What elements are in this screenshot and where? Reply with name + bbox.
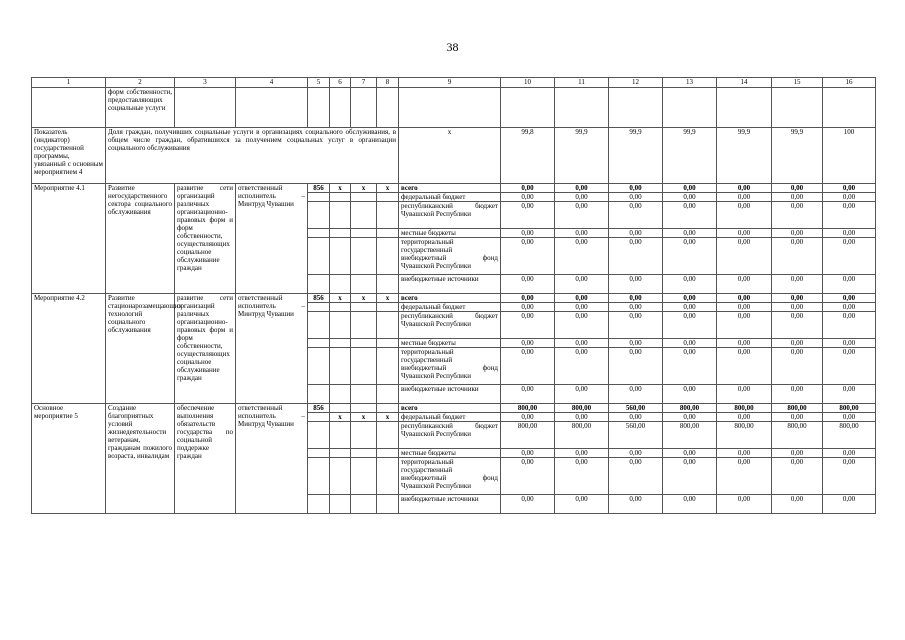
amount-cell: 0,00 [717, 193, 772, 202]
amount-cell: 0,00 [823, 193, 876, 202]
indicator-value: 99,9 [609, 128, 663, 184]
amount-cell: 0,00 [555, 458, 609, 495]
table-cell [351, 449, 377, 458]
responsible-executor: ответственный исполнитель – Минтруд Чувашии [236, 404, 308, 514]
table-cell [32, 88, 106, 128]
amount-cell: 0,00 [501, 184, 555, 193]
amount-cell: 0,00 [772, 229, 823, 238]
amount-cell: 0,00 [772, 294, 823, 303]
amount-cell: 0,00 [609, 193, 663, 202]
table-cell [377, 458, 399, 495]
amount-cell: 0,00 [609, 385, 663, 404]
amount-cell: 800,00 [663, 422, 717, 449]
measure-goal: развитие сети организаций различных организационно-правовых форм и форм собственности, осуществляющих социальное обслуживание граждан [175, 184, 236, 294]
measure-name: Мероприятие 4.1 [32, 184, 106, 294]
amount-cell: 0,00 [717, 275, 772, 294]
amount-cell: 0,00 [609, 275, 663, 294]
amount-cell: 0,00 [555, 193, 609, 202]
amount-cell: 0,00 [772, 184, 823, 193]
amount-cell: 0,00 [823, 339, 876, 348]
table-cell [308, 88, 330, 128]
amount-cell: 0,00 [609, 202, 663, 229]
amount-cell: 0,00 [663, 303, 717, 312]
amount-cell: 0,00 [663, 294, 717, 303]
amount-cell: 0,00 [501, 303, 555, 312]
table-cell [308, 275, 330, 294]
table-cell [663, 88, 717, 128]
amount-cell: 0,00 [663, 184, 717, 193]
amount-cell: 0,00 [609, 229, 663, 238]
code-cell: х [377, 184, 399, 193]
code-cell: х [351, 294, 377, 303]
indicator-value: 99,9 [555, 128, 609, 184]
table-cell [377, 88, 399, 128]
column-number-header: 3 [175, 78, 236, 88]
amount-cell: 0,00 [555, 449, 609, 458]
amount-cell: 0,00 [501, 275, 555, 294]
indicator-text: Доля граждан, получивших социальные услуги в организациях социального обслуживания, в общем числе граждан, обратившихся за получением социальных услуг в организации социального обслуживания [106, 128, 399, 184]
amount-cell: 0,00 [663, 458, 717, 495]
responsible-executor: ответственный исполнитель – Минтруд Чувашии [236, 294, 308, 404]
amount-cell: 0,00 [717, 495, 772, 514]
amount-cell: 0,00 [717, 385, 772, 404]
amount-cell: 0,00 [772, 312, 823, 339]
indicator-label: Показатель (индикатор) государственной программы, увязанный с основным мероприятием 4 [32, 128, 106, 184]
code-cell: х [351, 413, 377, 422]
funding-source: всего [399, 404, 501, 413]
amount-cell: 0,00 [772, 385, 823, 404]
amount-cell: 0,00 [717, 202, 772, 229]
amount-cell: 0,00 [555, 294, 609, 303]
amount-cell: 0,00 [717, 413, 772, 422]
amount-cell: 0,00 [663, 275, 717, 294]
table-cell [377, 495, 399, 514]
funding-source: всего [399, 184, 501, 193]
page-number: 38 [446, 40, 459, 54]
funding-source: федеральный бюджет [399, 413, 501, 422]
amount-cell: 0,00 [501, 193, 555, 202]
funding-source: федеральный бюджет [399, 193, 501, 202]
amount-cell: 0,00 [823, 495, 876, 514]
column-number-header: 9 [399, 78, 501, 88]
table-cell [351, 238, 377, 275]
column-number-header: 1 [32, 78, 106, 88]
table-cell [330, 449, 351, 458]
amount-cell: 0,00 [772, 495, 823, 514]
measure-goal: развитие сети организаций различных организационно-правовых форм и форм собственности, осуществляющих социальное обслуживание граждан [175, 294, 236, 404]
funding-source: внебюджетные источники [399, 275, 501, 294]
amount-cell: 0,00 [663, 348, 717, 385]
table-cell [351, 385, 377, 404]
column-number-header: 10 [501, 78, 555, 88]
table-cell [330, 495, 351, 514]
table-cell [308, 229, 330, 238]
table-cell [772, 88, 823, 128]
amount-cell: 800,00 [501, 404, 555, 413]
amount-cell: 0,00 [501, 458, 555, 495]
funding-source: республиканский бюджет Чувашской Республики [399, 422, 501, 449]
table-cell [377, 238, 399, 275]
budget-table [31, 77, 876, 514]
amount-cell: 0,00 [823, 312, 876, 339]
amount-cell: 0,00 [717, 303, 772, 312]
amount-cell: 0,00 [772, 275, 823, 294]
amount-cell: 0,00 [609, 495, 663, 514]
grbs-code: 856 [308, 404, 330, 413]
amount-cell: 0,00 [555, 385, 609, 404]
amount-cell: 0,00 [501, 294, 555, 303]
amount-cell: 0,00 [823, 413, 876, 422]
amount-cell: 0,00 [772, 449, 823, 458]
column-number-header: 8 [377, 78, 399, 88]
column-number-header: 7 [351, 78, 377, 88]
table-cell [399, 88, 501, 128]
table-cell [308, 413, 330, 422]
table-cell [377, 275, 399, 294]
amount-cell: 0,00 [555, 339, 609, 348]
table-cell [308, 422, 330, 449]
table-cell [308, 202, 330, 229]
amount-cell: 0,00 [823, 449, 876, 458]
table-cell [555, 88, 609, 128]
code-cell: х [377, 413, 399, 422]
table-cell [308, 312, 330, 339]
table-cell [175, 88, 236, 128]
table-cell [330, 193, 351, 202]
amount-cell: 0,00 [717, 348, 772, 385]
amount-cell: 560,00 [609, 422, 663, 449]
amount-cell: 0,00 [823, 303, 876, 312]
amount-cell: 0,00 [663, 413, 717, 422]
table-cell [351, 348, 377, 385]
indicator-value: 99,9 [772, 128, 823, 184]
column-number-header: 5 [308, 78, 330, 88]
table-cell [377, 422, 399, 449]
table-cell [377, 385, 399, 404]
funding-source: местные бюджеты [399, 449, 501, 458]
amount-cell: 0,00 [501, 339, 555, 348]
amount-cell: 0,00 [717, 184, 772, 193]
funding-source: местные бюджеты [399, 339, 501, 348]
code-cell: х [330, 184, 351, 193]
table-cell [330, 88, 351, 128]
amount-cell: 0,00 [772, 238, 823, 275]
responsible-executor: ответственный исполнитель – Минтруд Чувашии [236, 184, 308, 294]
table-cell [330, 229, 351, 238]
table-cell [351, 422, 377, 449]
table-cell [377, 202, 399, 229]
table-cell [351, 458, 377, 495]
amount-cell: 800,00 [663, 404, 717, 413]
table-cell [351, 495, 377, 514]
funding-source: территориальный государственный внебюджетный фонд Чувашской Республики [399, 348, 501, 385]
code-cell: х [330, 294, 351, 303]
table-cell [308, 339, 330, 348]
table-cell [308, 449, 330, 458]
amount-cell: 0,00 [663, 449, 717, 458]
amount-cell: 0,00 [717, 458, 772, 495]
table-cell [330, 348, 351, 385]
amount-cell: 0,00 [823, 385, 876, 404]
table-cell [330, 404, 351, 413]
table-cell [377, 193, 399, 202]
indicator-value: 99,9 [717, 128, 772, 184]
amount-cell: 0,00 [663, 202, 717, 229]
column-number-header: 16 [823, 78, 876, 88]
amount-cell: 0,00 [609, 312, 663, 339]
column-number-header: 11 [555, 78, 609, 88]
amount-cell: 0,00 [717, 238, 772, 275]
amount-cell: 0,00 [609, 348, 663, 385]
amount-cell: 800,00 [501, 422, 555, 449]
amount-cell: 0,00 [823, 294, 876, 303]
table-cell [351, 202, 377, 229]
table-cell [308, 193, 330, 202]
amount-cell: 800,00 [717, 404, 772, 413]
table-cell [330, 275, 351, 294]
amount-cell: 560,00 [609, 404, 663, 413]
table-cell [377, 339, 399, 348]
amount-cell: 0,00 [555, 202, 609, 229]
table-cell [236, 88, 308, 128]
amount-cell: 0,00 [772, 413, 823, 422]
funding-source: федеральный бюджет [399, 303, 501, 312]
grbs-code: 856 [308, 184, 330, 193]
code-cell: х [377, 294, 399, 303]
column-number-header: 12 [609, 78, 663, 88]
amount-cell: 0,00 [717, 312, 772, 339]
table-cell [308, 238, 330, 275]
amount-cell: 0,00 [501, 385, 555, 404]
amount-cell: 0,00 [772, 303, 823, 312]
amount-cell: 0,00 [501, 202, 555, 229]
amount-cell: 800,00 [717, 422, 772, 449]
amount-cell: 800,00 [772, 404, 823, 413]
header-row [32, 78, 876, 88]
column-number-header: 15 [772, 78, 823, 88]
amount-cell: 0,00 [717, 229, 772, 238]
continuation-text: форм собственности, предоставляющих социальные услуги [106, 88, 175, 128]
amount-cell: 0,00 [823, 238, 876, 275]
amount-cell: 0,00 [717, 449, 772, 458]
amount-cell: 0,00 [555, 229, 609, 238]
amount-cell: 0,00 [772, 339, 823, 348]
table-cell [330, 202, 351, 229]
amount-cell: 0,00 [663, 312, 717, 339]
amount-cell: 0,00 [501, 495, 555, 514]
amount-cell: 0,00 [609, 449, 663, 458]
table-cell [308, 303, 330, 312]
measure-row [32, 294, 876, 303]
amount-cell: 0,00 [717, 339, 772, 348]
amount-cell: 0,00 [555, 238, 609, 275]
table-cell [308, 458, 330, 495]
amount-cell: 0,00 [609, 184, 663, 193]
amount-cell: 0,00 [555, 348, 609, 385]
table-cell [501, 88, 555, 128]
table-cell [351, 303, 377, 312]
measure-description: Развитие негосударственного сектора социального обслуживания [106, 184, 175, 294]
indicator-value: 99,9 [663, 128, 717, 184]
table-cell [351, 193, 377, 202]
amount-cell: 0,00 [663, 193, 717, 202]
amount-cell: 0,00 [772, 193, 823, 202]
amount-cell: 0,00 [772, 458, 823, 495]
table-cell [351, 275, 377, 294]
indicator-x: х [399, 128, 501, 184]
table-cell [308, 495, 330, 514]
amount-cell: 0,00 [609, 294, 663, 303]
amount-cell: 0,00 [609, 339, 663, 348]
amount-cell: 0,00 [823, 275, 876, 294]
funding-source: республиканский бюджет Чувашской Республики [399, 312, 501, 339]
amount-cell: 0,00 [501, 413, 555, 422]
grbs-code: 856 [308, 294, 330, 303]
table-cell [330, 385, 351, 404]
table-cell [377, 312, 399, 339]
amount-cell: 0,00 [663, 385, 717, 404]
measure-name: Основное мероприятие 5 [32, 404, 106, 514]
amount-cell: 0,00 [823, 184, 876, 193]
amount-cell: 0,00 [772, 348, 823, 385]
amount-cell: 0,00 [609, 238, 663, 275]
amount-cell: 0,00 [823, 458, 876, 495]
table-cell [351, 312, 377, 339]
measure-description: Развитие стационарозамещающих технологий социального обслуживания [106, 294, 175, 404]
table-cell [330, 339, 351, 348]
amount-cell: 0,00 [555, 495, 609, 514]
table-cell [330, 422, 351, 449]
code-cell: х [351, 184, 377, 193]
amount-cell: 0,00 [823, 229, 876, 238]
measure-description: Создание благоприятных условий жизнедеятельности ветеранам, гражданам пожилого возраста, инвалидам [106, 404, 175, 514]
table-cell [377, 229, 399, 238]
table-cell [377, 449, 399, 458]
measure-row [32, 184, 876, 193]
indicator-value: 100 [823, 128, 876, 184]
column-number-header: 14 [717, 78, 772, 88]
amount-cell: 0,00 [555, 184, 609, 193]
funding-source: внебюджетные источники [399, 385, 501, 404]
funding-source: внебюджетные источники [399, 495, 501, 514]
table-cell [351, 339, 377, 348]
amount-cell: 0,00 [663, 339, 717, 348]
code-cell: х [330, 413, 351, 422]
table-cell [823, 88, 876, 128]
funding-source: республиканский бюджет Чувашской Республики [399, 202, 501, 229]
amount-cell: 0,00 [823, 348, 876, 385]
amount-cell: 0,00 [501, 312, 555, 339]
amount-cell: 0,00 [609, 458, 663, 495]
funding-source: территориальный государственный внебюджетный фонд Чувашской Республики [399, 238, 501, 275]
table-cell [330, 458, 351, 495]
continuation-row [32, 88, 876, 128]
amount-cell: 0,00 [501, 348, 555, 385]
column-number-header: 4 [236, 78, 308, 88]
amount-cell: 0,00 [663, 238, 717, 275]
column-number-header: 2 [106, 78, 175, 88]
table-cell [717, 88, 772, 128]
table-cell [308, 348, 330, 385]
amount-cell: 800,00 [772, 422, 823, 449]
table-cell [330, 303, 351, 312]
table-cell [330, 238, 351, 275]
indicator-row [32, 128, 876, 184]
measure-row [32, 404, 876, 413]
amount-cell: 0,00 [555, 312, 609, 339]
amount-cell: 0,00 [555, 275, 609, 294]
amount-cell: 0,00 [717, 294, 772, 303]
amount-cell: 0,00 [663, 495, 717, 514]
table-cell [330, 312, 351, 339]
amount-cell: 0,00 [501, 449, 555, 458]
amount-cell: 0,00 [823, 202, 876, 229]
amount-cell: 800,00 [555, 422, 609, 449]
amount-cell: 0,00 [609, 413, 663, 422]
funding-source: местные бюджеты [399, 229, 501, 238]
amount-cell: 0,00 [663, 229, 717, 238]
funding-source: территориальный государственный внебюджетный фонд Чувашской Республики [399, 458, 501, 495]
table-cell [351, 404, 377, 413]
table-cell [377, 348, 399, 385]
column-number-header: 6 [330, 78, 351, 88]
table-cell [351, 229, 377, 238]
amount-cell: 0,00 [609, 303, 663, 312]
measure-name: Мероприятие 4.2 [32, 294, 106, 404]
table-cell [351, 88, 377, 128]
amount-cell: 0,00 [501, 238, 555, 275]
measure-goal: обеспечение выполнения обязательств государства по социальной поддержке граждан [175, 404, 236, 514]
amount-cell: 0,00 [555, 303, 609, 312]
amount-cell: 800,00 [823, 404, 876, 413]
table-cell [377, 404, 399, 413]
table-cell [377, 303, 399, 312]
amount-cell: 0,00 [772, 202, 823, 229]
table-cell [308, 385, 330, 404]
amount-cell: 0,00 [555, 413, 609, 422]
amount-cell: 800,00 [555, 404, 609, 413]
column-number-header: 13 [663, 78, 717, 88]
funding-source: всего [399, 294, 501, 303]
amount-cell: 800,00 [823, 422, 876, 449]
amount-cell: 0,00 [501, 229, 555, 238]
table-cell [609, 88, 663, 128]
indicator-value: 99,8 [501, 128, 555, 184]
